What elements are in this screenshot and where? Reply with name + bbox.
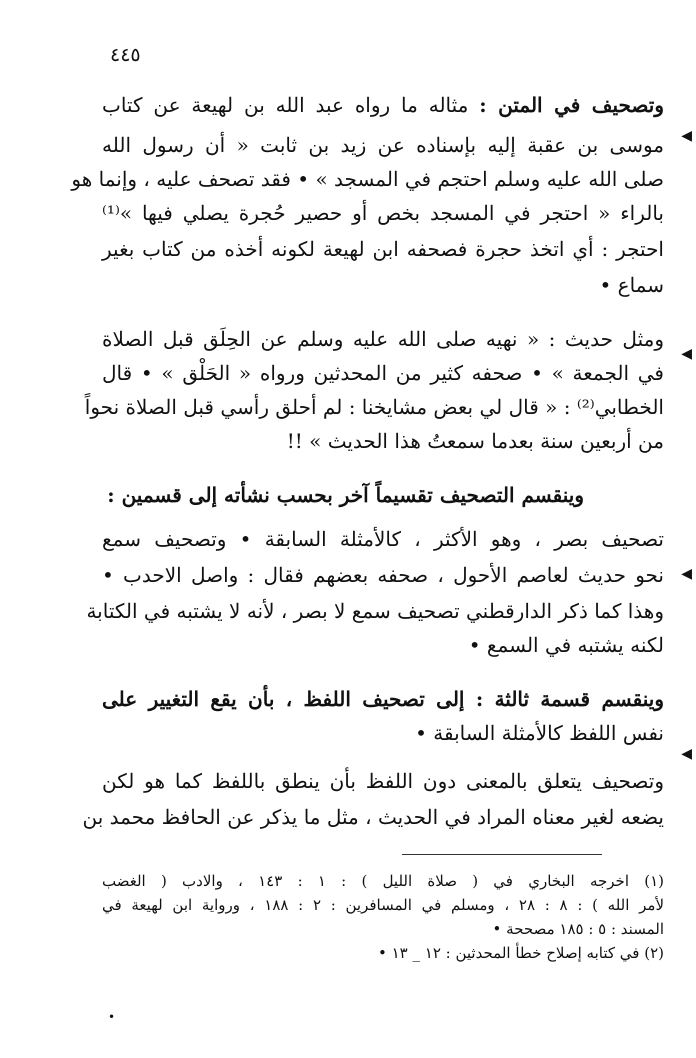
text-line xyxy=(102,196,664,230)
line-text: نحو حديث لعاصم الأحول ، صحفه بعضهم فقال : واصل الاحدب • xyxy=(102,563,664,587)
line-text: لكنه يشتبه في السمع • xyxy=(468,633,664,657)
text-line xyxy=(102,88,664,122)
line-text: سماع • xyxy=(599,273,664,297)
line-text: مثاله ما رواه عبد الله بن لهيعة عن كتاب xyxy=(102,93,480,117)
margin-mark-icon: ◀ xyxy=(681,566,692,582)
text-line xyxy=(102,764,664,798)
text-line xyxy=(102,522,664,556)
bold-heading: وينقسم قسمة ثالثة : إلى تصحيف اللفظ ، بأن يقع التغيير على xyxy=(102,687,664,711)
line-text: في الجمعة » • صحفه كثير من المحدثين ورواه « الحَلْق » • قال xyxy=(102,361,664,385)
text-line xyxy=(102,356,664,390)
footnote-divider xyxy=(402,854,602,855)
line-text: ومثل حديث : « نهيه صلى الله عليه وسلم عن الحِلَق قبل الصلاة xyxy=(102,327,664,351)
footnote-line: المسند : ٥ : ١٨٥ مصححة • xyxy=(492,920,664,938)
text-line xyxy=(102,682,664,716)
line-text: تصحيف بصر ، وهو الأكثر ، كالأمثلة السابقة • وتصحيف سمع xyxy=(102,527,664,551)
text-line xyxy=(102,128,664,162)
footnote-line: (٢) في كتابه إصلاح خطأ المحدثين : ١٢ _ ١٣ • xyxy=(377,944,664,962)
line-text: من أربعين سنة بعدما سمعتُ هذا الحديث » !! xyxy=(286,429,664,453)
section-heading xyxy=(102,478,584,512)
text-line xyxy=(102,268,664,302)
line-text: نفس اللفظ كالأمثلة السابقة • xyxy=(415,721,664,745)
line-text: وتصحيف يتعلق بالمعنى دون اللفظ بأن ينطق باللفظ كما هو لكن xyxy=(102,769,664,793)
text-line xyxy=(102,716,664,750)
text-line xyxy=(102,232,664,266)
text-line xyxy=(102,322,664,356)
bold-heading: وينقسم التصحيف تقسيماً آخر بحسب نشأته إلى قسمين : xyxy=(107,483,584,507)
bold-heading: وتصحيف في المتن : xyxy=(479,93,664,117)
footnote-line: (١) اخرجه البخاري في ( صلاة الليل ) : ١ : ١٤٣ ، والادب ( الغضب xyxy=(102,872,664,890)
text-line xyxy=(71,162,664,196)
line-text: الخطابي⁽²⁾ : « قال لي بعض مشايخنا : لم أحلق رأسي قبل الصلاة نحواً xyxy=(84,395,664,419)
text-line xyxy=(82,800,664,834)
text-line xyxy=(102,558,664,592)
text-line xyxy=(86,594,664,628)
line-text: بالراء « احتجر في المسجد بخص أو حصير حُجرة يصلي فيها »⁽¹⁾ xyxy=(102,201,664,225)
page-number: ٤٤٥ xyxy=(110,44,141,66)
line-text: وهذا كما ذكر الدارقطني تصحيف سمع لا بصر ، لأنه لا يشتبه في الكتابة xyxy=(86,599,664,623)
margin-mark-icon: ◀ xyxy=(681,746,692,762)
line-text: احتجر : أي اتخذ حجرة فصحفه ابن لهيعة لكونه أخذه من كتاب بغير xyxy=(102,237,664,261)
line-text: صلى الله عليه وسلم احتجم في المسجد » • فقد تصحف عليه ، وإنما هو xyxy=(71,167,664,191)
margin-mark-icon: ◀ xyxy=(681,346,692,362)
text-line xyxy=(102,424,664,458)
text-line xyxy=(84,390,664,424)
line-text: يضعه لغير معناه المراد في الحديث ، مثل ما يذكر عن الحافظ محمد بن xyxy=(82,805,664,829)
margin-mark-icon: ◀ xyxy=(681,128,692,144)
text-line xyxy=(102,628,664,662)
speck-mark: • xyxy=(108,1010,116,1024)
footnote-line: لأمر الله ) : ٨ : ٢٨ ، ومسلم في المسافرين : ٢ : ١٨٨ ، ورواية ابن لهيعة في xyxy=(102,896,665,914)
line-text: موسى بن عقبة إليه بإسناده عن زيد بن ثابت « أن رسول الله xyxy=(102,133,664,157)
